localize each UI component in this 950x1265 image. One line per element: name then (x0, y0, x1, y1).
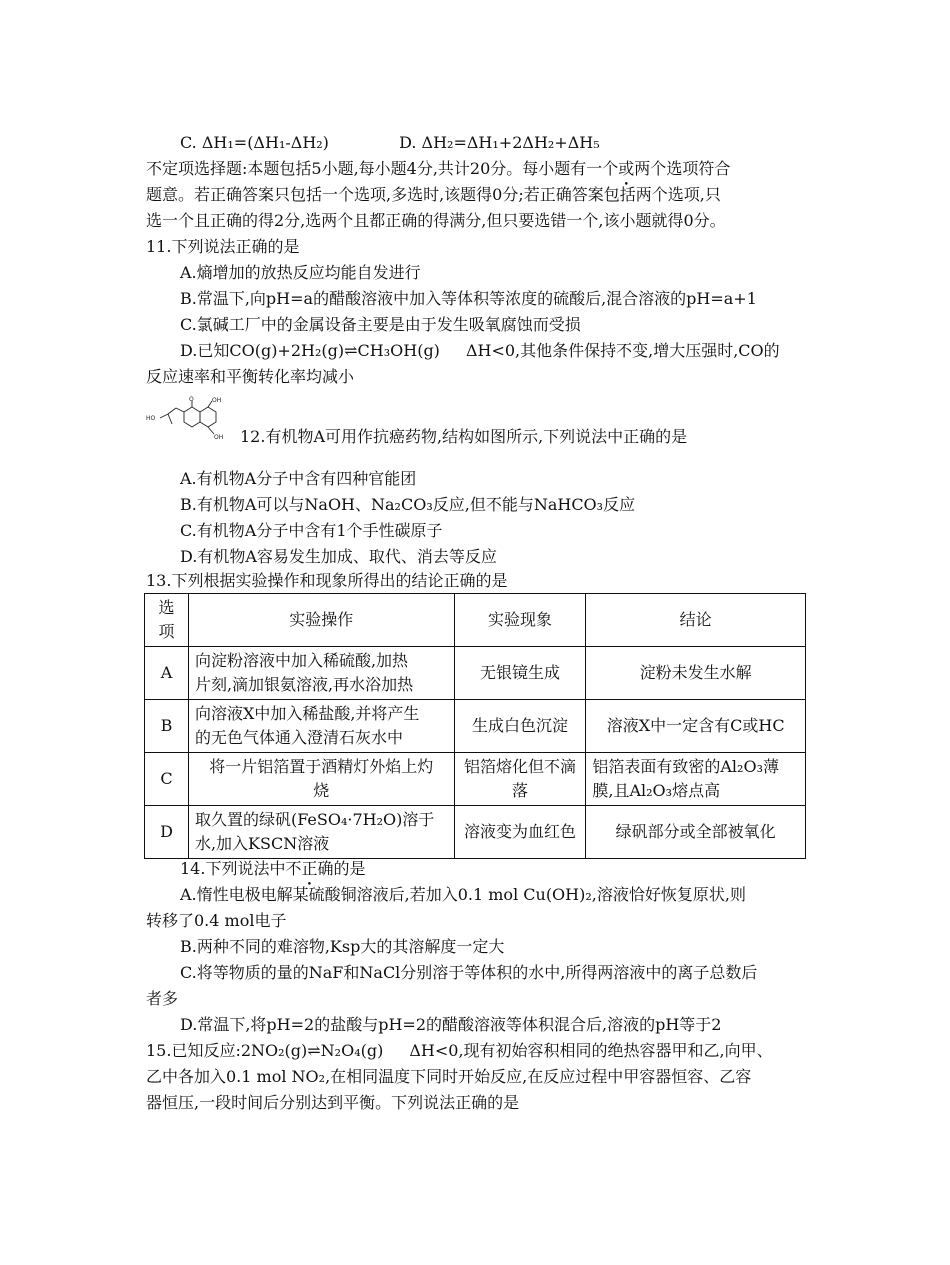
table-header-row (145, 594, 806, 647)
section-instruction-line3: 选一个且正确的得2分,选两个且都正确的得满分,但只要选错一个,该小题就得0分。 (146, 211, 726, 230)
emphasis-dotted: 一个或两个 • (586, 159, 666, 178)
q12-stem: 12.有机物A可用作抗癌药物,结构如图所示,下列说法中正确的是 (240, 427, 688, 446)
q14-option-c-cont: 者多 (146, 989, 179, 1008)
mol-label-oh2: OH (214, 434, 224, 441)
row-operation: 将一片铝箔置于酒精灯外焰上灼 烧 (188, 753, 454, 806)
table-row (145, 700, 806, 753)
q13-experiment-table (144, 593, 806, 859)
q11-option-d: D.已知CO(g)+2H₂(g)⇌CH₃OH(g) ΔH<0,其他条件保持不变,增大压强时,CO的 (180, 341, 780, 360)
molecule-structure-image (146, 396, 238, 442)
table-header: 结论 (586, 594, 806, 647)
row-option: A (145, 647, 189, 700)
table-row (145, 806, 806, 859)
q14-option-a: A.惰性电极电解某硫酸铜溶液后,若加入0.1 mol Cu(OH)₂,溶液恰好恢复原状,则 (180, 885, 746, 904)
row-conclusion: 淀粉未发生水解 (586, 647, 806, 700)
row-phenomenon: 无银镜生成 (454, 647, 586, 700)
q14-stem: 14.下列说法中不正确的是 (180, 859, 366, 878)
table-header: 实验操作 (188, 594, 454, 647)
q10-option-c: ΔH₁=(ΔH₁-ΔH₂) (201, 133, 329, 152)
row-operation: 向淀粉溶液中加入稀硫酸,加热 片刻,滴加银氨溶液,再水浴加热 (188, 647, 454, 700)
mol-label-o: O (189, 396, 194, 403)
q11-option-d-cont: 反应速率和平衡转化率均减小 (146, 367, 355, 386)
q12-option-b: B.有机物A可以与NaOH、Na₂CO₃反应,但不能与NaHCO₃反应 (180, 495, 636, 514)
row-option: C (145, 753, 189, 806)
q15-stem-line2: 乙中各加入0.1 mol NO₂,在相同温度下同时开始反应,在反应过程中甲容器恒容、乙容 (146, 1067, 752, 1086)
mol-label-oh1: OH (212, 397, 222, 404)
q14-option-c: C.将等物质的量的NaF和NaCl分别溶于等体积的水中,所得两溶液中的离子总数后 (180, 963, 758, 982)
q12-option-a: A.有机物A分子中含有四种官能团 (180, 469, 417, 488)
q13-stem: 13.下列根据实验操作和现象所得出的结论正确的是 (146, 571, 508, 590)
q10-options (180, 132, 600, 154)
table-row (145, 647, 806, 700)
section-instruction-line1: 不定项选择题:本题包括5小题,每小题4分,共计20分。每小题有一个或两个 •选项符合 (146, 158, 730, 180)
q10-option-d: ΔH₂=ΔH₁+2ΔH₂+ΔH₅ (421, 133, 600, 152)
row-option: D (145, 806, 189, 859)
row-conclusion: 溶液X中一定含有C或HC (586, 700, 806, 753)
q14-option-a-cont: 转移了0.4 mol电子 (146, 911, 287, 930)
emphasis-dotted: 不正确 (285, 859, 334, 878)
q15-stem-line1: 15.已知反应:2NO₂(g)⇌N₂O₄(g) ΔH<0,现有初始容积相同的绝热容器甲和乙,向甲、 (146, 1041, 773, 1060)
row-phenomenon: 生成白色沉淀 (454, 700, 586, 753)
q12-option-c: C.有机物A分子中含有1个手性碳原子 (180, 521, 443, 540)
mol-label-ho: HO (146, 415, 156, 422)
table-header: 实验现象 (454, 594, 586, 647)
row-operation: 向溶液X中加入稀盐酸,并将产生 的无色气体通入澄清石灰水中 (188, 700, 454, 753)
section-instruction-line2: 题意。若正确答案只包括一个选项,多选时,该题得0分;若正确答案包括两个选项,只 (146, 185, 721, 204)
row-conclusion: 绿矾部分或全部被氧化 (586, 806, 806, 859)
q10-option-c-label: C. (180, 133, 197, 152)
q11-option-b: B.常温下,向pH=a的醋酸溶液中加入等体积等浓度的硫酸后,混合溶液的pH=a+1 (180, 289, 757, 308)
table-header: 选项 (145, 594, 189, 647)
table-row (145, 753, 806, 806)
q11-option-a: A.熵增加的放热反应均能自发进行 (180, 263, 421, 282)
q12-option-d: D.有机物A容易发生加成、取代、消去等反应 (180, 547, 497, 566)
q10-option-d-label: D. (399, 133, 417, 152)
q15-stem-line3: 器恒压,一段时间后分别达到平衡。下列说法正确的是 (146, 1093, 520, 1112)
row-option: B (145, 700, 189, 753)
row-operation: 取久置的绿矾(FeSO₄·7H₂O)溶于 水,加入KSCN溶液 (188, 806, 454, 859)
q14-option-d: D.常温下,将pH=2的盐酸与pH=2的醋酸溶液等体积混合后,溶液的pH等于2 (180, 1015, 722, 1034)
q14-option-b: B.两种不同的难溶物,Ksp大的其溶解度一定大 (180, 937, 505, 956)
q11-option-c: C.氯碱工厂中的金属设备主要是由于发生吸氧腐蚀而受损 (180, 315, 581, 334)
row-phenomenon: 溶液变为血红色 (454, 806, 586, 859)
row-phenomenon: 铝箔熔化但不滴 落 (454, 753, 586, 806)
q11-stem: 11.下列说法正确的是 (146, 237, 300, 256)
row-conclusion: 铝箔表面有致密的Al₂O₃薄 膜,且Al₂O₃熔点高 (586, 753, 806, 806)
